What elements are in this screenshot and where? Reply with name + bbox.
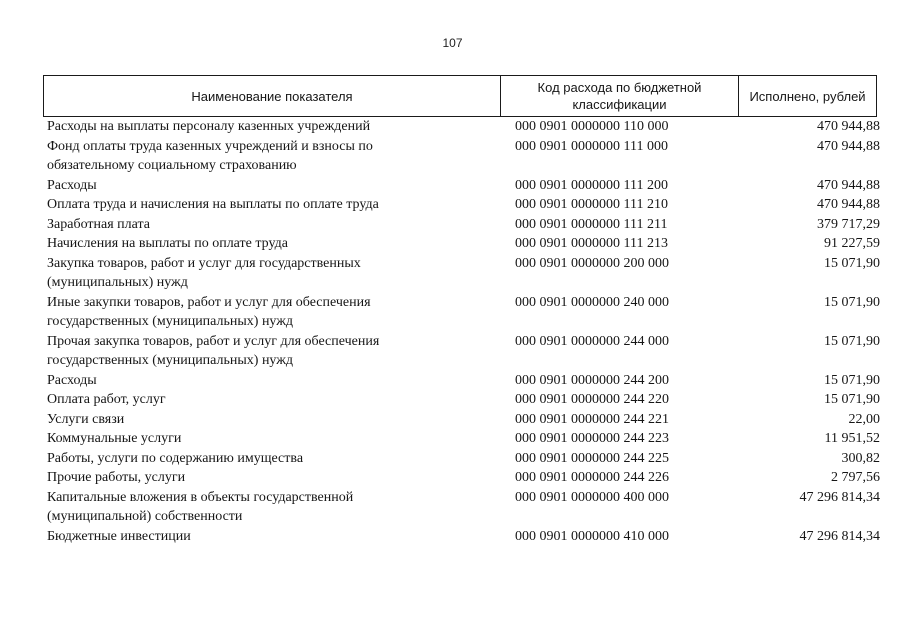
row-code: 000 0901 0000000 111 211 — [515, 216, 668, 232]
row-code: 000 0901 0000000 400 000 — [515, 489, 669, 505]
table-row — [47, 176, 880, 196]
row-name-line2: (муниципальной) собственности — [47, 509, 243, 524]
row-name — [47, 390, 507, 410]
row-name-line1: Расходы на выплаты персоналу казенных учреждений — [47, 119, 371, 134]
table-row — [47, 293, 880, 332]
row-name-line1: Коммунальные услуги — [47, 431, 182, 446]
table-row — [47, 137, 880, 176]
row-amount: 470 944,88 — [817, 197, 880, 212]
row-amount: 470 944,88 — [817, 138, 880, 154]
row-name-line1: Прочая закупка товаров, работ и услуг для обеспечения — [47, 333, 380, 349]
header-code-line1: Код расхода по бюджетной — [537, 80, 702, 95]
header-code-line2: классификации — [572, 97, 667, 112]
row-amount: 11 951,52 — [824, 431, 880, 446]
table-row — [47, 488, 880, 527]
table-row — [47, 234, 880, 254]
row-code: 000 0901 0000000 244 226 — [515, 470, 669, 485]
row-amount: 2 797,56 — [831, 470, 880, 485]
row-name-line1: Оплата труда и начисления на выплаты по оплате труда — [47, 197, 379, 212]
row-code: 000 0901 0000000 111 213 — [515, 236, 668, 251]
row-name-line2: государственных (муниципальных) нужд — [47, 353, 294, 368]
row-amount: 15 071,90 — [824, 333, 880, 349]
row-code: 000 0901 0000000 111 000 — [515, 138, 668, 154]
row-name-line2: обязательному социальному страхованию — [47, 158, 297, 173]
row-name — [47, 410, 507, 430]
row-name-line1: Закупка товаров, работ и услуг для государственных — [47, 255, 361, 271]
row-amount: 15 071,90 — [824, 392, 880, 407]
row-name-line1: Бюджетные инвестиции — [47, 528, 191, 544]
row-name — [47, 176, 507, 196]
row-name — [47, 527, 507, 547]
row-name-line1: Расходы — [47, 177, 97, 193]
row-code: 000 0901 0000000 244 200 — [515, 372, 669, 388]
row-name-line1: Капитальные вложения в объекты государственной — [47, 489, 354, 505]
row-name — [47, 137, 507, 176]
table-row — [47, 332, 880, 371]
row-code: 000 0901 0000000 244 220 — [515, 392, 669, 407]
table-row — [47, 195, 880, 215]
row-name-line1: Расходы — [47, 372, 97, 388]
row-name — [47, 449, 507, 469]
row-name — [47, 429, 507, 449]
row-name-line1: Начисления на выплаты по оплате труда — [47, 236, 288, 251]
row-name-line1: Фонд оплаты труда казенных учреждений и взносы по — [47, 138, 373, 154]
row-name — [47, 195, 507, 215]
row-name — [47, 468, 507, 488]
row-amount: 91 227,59 — [824, 236, 880, 251]
row-amount: 379 717,29 — [817, 216, 880, 232]
table-header — [43, 75, 877, 117]
row-code: 000 0901 0000000 111 200 — [515, 177, 668, 193]
table-row — [47, 254, 880, 293]
table-row — [47, 429, 880, 449]
row-code: 000 0901 0000000 244 221 — [515, 411, 669, 427]
row-name-line1: Прочие работы, услуги — [47, 470, 186, 485]
table-row — [47, 371, 880, 391]
row-name — [47, 215, 507, 235]
table-row — [47, 527, 880, 547]
row-code: 000 0901 0000000 240 000 — [515, 294, 669, 310]
row-code: 000 0901 0000000 244 223 — [515, 431, 669, 446]
row-code: 000 0901 0000000 200 000 — [515, 255, 669, 271]
row-amount: 47 296 814,34 — [799, 528, 880, 544]
row-name — [47, 371, 507, 391]
row-amount: 15 071,90 — [824, 372, 880, 388]
row-name-line1: Услуги связи — [47, 411, 125, 427]
row-code: 000 0901 0000000 110 000 — [515, 119, 669, 134]
row-name-line1: Иные закупки товаров, работ и услуг для обеспечения — [47, 294, 371, 310]
row-name — [47, 234, 507, 254]
table-row — [47, 410, 880, 430]
table-row — [47, 390, 880, 410]
row-amount: 22,00 — [848, 411, 880, 427]
page-number: 107 — [442, 36, 463, 50]
row-name-line2: (муниципальных) нужд — [47, 275, 188, 290]
row-name — [47, 117, 507, 137]
row-amount: 15 071,90 — [824, 294, 880, 310]
row-amount: 470 944,88 — [817, 119, 880, 134]
row-name-line1: Оплата работ, услуг — [47, 392, 166, 407]
header-amount: Исполнено, рублей — [749, 88, 866, 104]
row-name — [47, 332, 507, 371]
header-name: Наименование показателя — [44, 76, 501, 116]
row-name-line2: государственных (муниципальных) нужд — [47, 314, 294, 329]
row-name — [47, 488, 507, 527]
table-row — [47, 468, 880, 488]
row-code: 000 0901 0000000 244 225 — [515, 450, 669, 466]
row-amount: 470 944,88 — [817, 177, 880, 193]
table-row — [47, 215, 880, 235]
row-amount: 47 296 814,34 — [799, 489, 880, 505]
row-code: 000 0901 0000000 244 000 — [515, 333, 669, 349]
row-name-line1: Работы, услуги по содержанию имущества — [47, 450, 304, 466]
row-name — [47, 293, 507, 332]
table-body — [47, 117, 880, 546]
row-name-line1: Заработная плата — [47, 216, 150, 232]
row-code: 000 0901 0000000 111 210 — [515, 197, 668, 212]
row-amount: 300,82 — [841, 450, 880, 466]
row-code: 000 0901 0000000 410 000 — [515, 528, 669, 544]
row-name — [47, 254, 507, 293]
row-amount: 15 071,90 — [824, 255, 880, 271]
header-code — [501, 76, 739, 116]
table-row — [47, 117, 880, 137]
table-row — [47, 449, 880, 469]
